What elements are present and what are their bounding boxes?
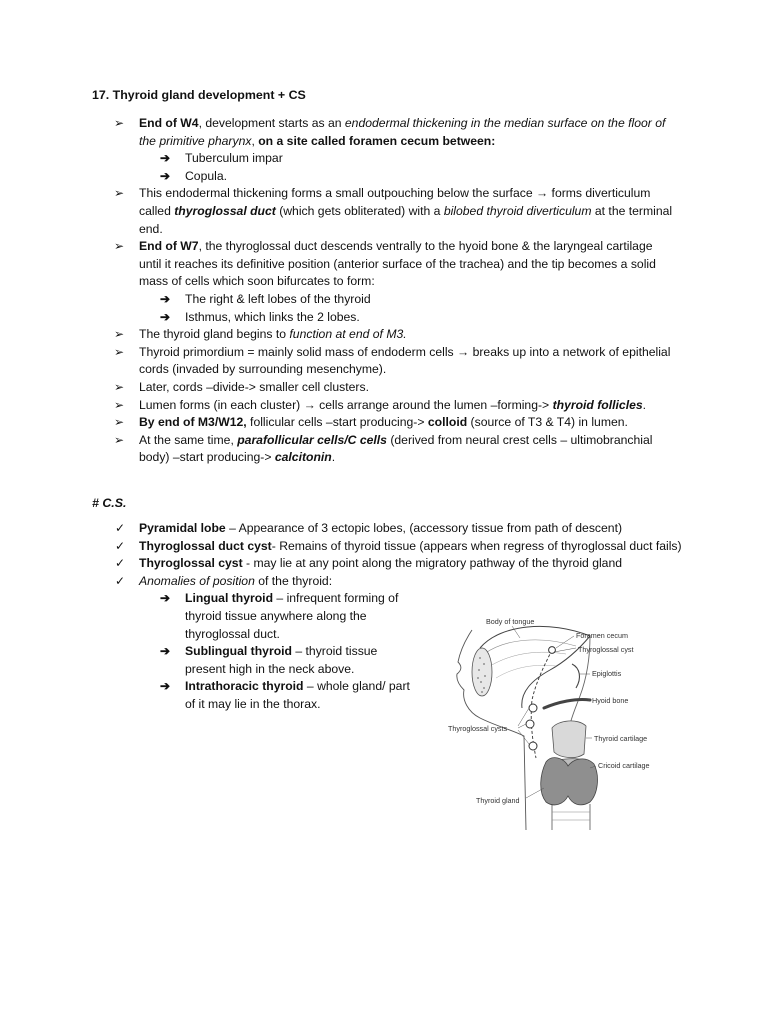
development-bullet-list — [114, 115, 674, 467]
label-thyroglossal-cysts: Thyroglossal cysts — [448, 724, 508, 733]
cs-section-title: # C.S. — [92, 496, 127, 510]
sub-item — [160, 168, 674, 186]
label-hyoid-bone: Hyoid bone — [592, 696, 629, 705]
text-run: on a site called foramen cecum between: — [258, 133, 496, 148]
text-run: colloid — [427, 415, 468, 430]
text-run: Pyramidal lobe — [139, 521, 226, 535]
sub-item-text: Copula. — [185, 168, 228, 183]
sub-list — [139, 150, 674, 185]
label-thyroid-cartilage: Thyroid cartilage — [594, 734, 648, 743]
thyroid-descent-diagram — [440, 608, 680, 830]
label-thyroid-gland: Thyroid gland — [476, 796, 520, 805]
page-title: 17. Thyroid gland development + CS — [92, 88, 306, 102]
checkmark-icon: ✓ — [115, 556, 126, 571]
arrow-bullet-icon: ➢ — [114, 239, 125, 254]
label-thyroglossal-cyst: Thyroglossal cyst — [578, 645, 634, 654]
arrow-bullet-icon: ➢ — [114, 344, 125, 359]
cyst-low — [529, 742, 537, 750]
text-run: . — [642, 397, 647, 412]
bullet-item — [114, 326, 674, 344]
bullet-item — [114, 185, 674, 238]
bullet-item — [114, 379, 674, 397]
text-run: Later, cords –divide-> smaller cell clusters. — [139, 379, 369, 394]
text-run: endodermal thickening in the median surface on the floor of the primitive pharynx — [139, 116, 666, 148]
right-arrow-icon: ➔ — [160, 644, 171, 659]
anomalies-list — [139, 590, 415, 713]
text-run: . — [331, 450, 336, 465]
text-run: By end of M3/W12, — [139, 415, 247, 430]
thyroid-cartilage-shape — [552, 721, 586, 758]
tongue-outline — [480, 626, 590, 708]
right-arrow-icon: ➔ — [160, 168, 171, 183]
cs-item — [114, 538, 689, 556]
label-epiglottis: Epiglottis — [592, 669, 622, 678]
text-run: The thyroid gland begins to — [139, 327, 290, 342]
text-run: thyroglossal duct — [174, 203, 276, 218]
text-run: This endodermal thickening forms a small outpouching below the surface → forms diverticulum called — [139, 186, 651, 218]
bullet-item — [114, 344, 674, 379]
checkmark-icon: ✓ — [115, 573, 126, 588]
text-run: , development starts as an — [198, 116, 345, 130]
text-run: – whole gland/ part of it may lie in the thorax. — [185, 679, 410, 711]
text-run: – thyroid tissue present high in the neck above. — [185, 644, 378, 676]
right-arrow-icon: ➔ — [160, 291, 171, 306]
text-run: Thyroglossal cyst — [139, 556, 243, 571]
bullet-item — [114, 238, 674, 326]
sub-item — [160, 309, 674, 327]
anomaly-item — [160, 678, 415, 713]
bullet-item — [114, 397, 674, 415]
arrow-bullet-icon: ➢ — [114, 379, 125, 394]
hyoid-bone-shape — [544, 699, 590, 708]
sub-item — [160, 150, 674, 168]
text-run: , the thyroglossal duct descends ventrally to the hyoid bone & the laryngeal cartilage until it reaches its definitive position (anterior surface of the trachea) and the tip becomes a solid mass of cells which soon bifurcates to form: — [139, 239, 656, 289]
arrow-bullet-icon: ➢ — [114, 415, 125, 430]
text-run: calcitonin — [274, 450, 332, 465]
bullet-item — [114, 115, 674, 185]
text-run: - may lie at any point along the migratory pathway of the thyroid gland — [242, 556, 623, 571]
text-run: – infrequent forming of thyroid tissue anywhere along the thyroglossal duct. — [185, 591, 399, 641]
checkmark-icon: ✓ — [115, 521, 126, 535]
sub-item-text: The right & left lobes of the thyroid — [185, 291, 371, 306]
thyroid-gland-shape — [541, 758, 598, 805]
right-arrow-icon: ➔ — [160, 591, 171, 606]
anomaly-item — [160, 643, 415, 678]
right-arrow-icon: ➔ — [160, 679, 171, 694]
mandible-shape — [472, 648, 492, 696]
checkmark-icon: ✓ — [115, 538, 126, 553]
text-run: follicular cells –start producing-> — [246, 415, 428, 430]
cyst-hyoid — [529, 704, 537, 712]
text-run: - Remains of thyroid tissue (appears when regress of thyroglossal duct fails) — [271, 538, 682, 553]
text-run: function at end of M3. — [289, 327, 407, 342]
text-run: thyroid follicles — [552, 397, 643, 412]
right-arrow-icon: ➔ — [160, 309, 171, 324]
text-run: Lumen forms (in each cluster) → cells arrange around the lumen –forming-> — [139, 397, 553, 412]
text-run: at the terminal end. — [139, 203, 673, 236]
text-run: (which gets obliterated) with a — [275, 203, 444, 218]
text-run: bilobed thyroid diverticulum — [443, 203, 592, 218]
right-arrow-icon: ➔ — [160, 151, 171, 166]
epiglottis-shape — [572, 664, 579, 688]
text-run: (derived from neural crest cells – ultimobranchial body) –start producing-> — [139, 432, 653, 465]
label-body-of-tongue: Body of tongue — [486, 617, 535, 626]
text-run: Anomalies of position — [139, 573, 255, 588]
text-run: Sublingual thyroid — [185, 644, 292, 659]
text-run: Thyroglossal duct cyst — [139, 538, 272, 553]
cyst-mid — [526, 720, 534, 728]
arrow-bullet-icon: ➢ — [114, 186, 125, 201]
text-run: End of W7 — [139, 239, 199, 254]
bullet-item — [114, 432, 674, 467]
text-run: Thyroid primordium = mainly solid mass of endoderm cells → breaks up into a network of epithelial cords (invaded by surrounding mesenchyme). — [139, 344, 671, 377]
anomaly-item — [160, 590, 415, 643]
arrow-bullet-icon: ➢ — [114, 432, 125, 447]
text-run: At the same time, — [139, 432, 238, 447]
bullet-item — [114, 414, 674, 432]
label-foramen-cecum: Foramen cecum — [576, 631, 628, 640]
arrow-bullet-icon: ➢ — [114, 116, 125, 130]
sub-item-text: Isthmus, which links the 2 lobes. — [185, 309, 360, 324]
arrow-bullet-icon: ➢ — [114, 397, 125, 412]
text-run: Intrathoracic thyroid — [185, 679, 304, 694]
sub-item — [160, 291, 674, 309]
text-run: parafollicular cells/C cells — [237, 432, 387, 447]
cs-item — [114, 520, 689, 538]
text-run: End of W4 — [139, 116, 199, 130]
cs-item — [114, 555, 689, 573]
text-run: Lingual thyroid — [185, 591, 274, 606]
label-cricoid-cartilage: Cricoid cartilage — [598, 761, 650, 770]
text-run: – Appearance of 3 ectopic lobes, (accessory tissue from path of descent) — [225, 521, 623, 535]
text-run: , — [251, 133, 259, 148]
text-run: of the thyroid: — [254, 573, 333, 588]
text-run: (source of T3 & T4) in lumen. — [467, 415, 628, 430]
sub-item-text: Tuberculum impar — [185, 151, 283, 166]
arrow-bullet-icon: ➢ — [114, 327, 125, 342]
sub-list — [139, 291, 674, 326]
cyst-foramen — [549, 647, 556, 654]
